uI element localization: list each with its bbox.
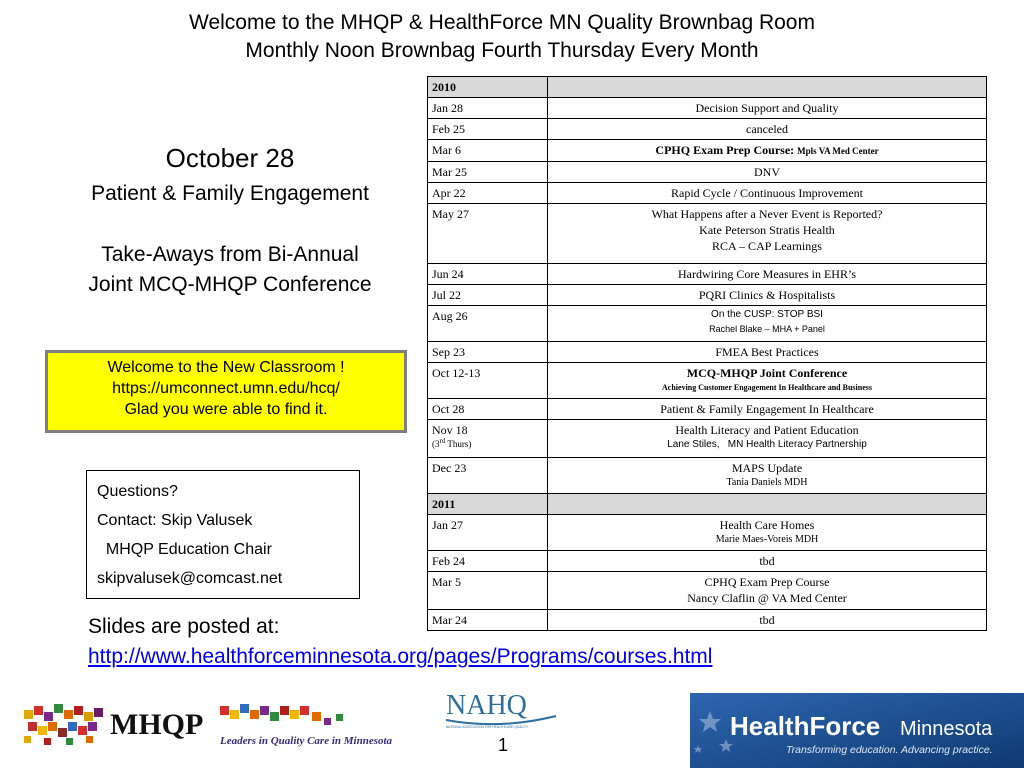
date-cell: Feb 25 (428, 119, 548, 140)
topic-cell: PQRI Clinics & Hospitalists (548, 285, 987, 306)
date-main: Nov 18 (432, 423, 468, 437)
topic-cell (548, 363, 987, 399)
topic-cell (548, 420, 987, 458)
table-row (428, 399, 987, 420)
topic-title: CPHQ Exam Prep Course: (655, 143, 795, 157)
topic-cell (548, 515, 987, 551)
date-cell: Apr 22 (428, 183, 548, 204)
mhqp-quilt-icon (24, 704, 103, 745)
hf-wordmark-rest: Minnesota (900, 718, 993, 740)
year-cell: 2010 (428, 77, 548, 98)
table-row (428, 610, 987, 631)
table-row (428, 98, 987, 119)
table-row (428, 458, 987, 494)
date-cell: Mar 5 (428, 572, 548, 610)
table-row (428, 420, 987, 458)
topic-detail: Tania Daniels MDH (726, 477, 808, 488)
topic-cell: Hardwiring Core Measures in EHR’s (548, 264, 987, 285)
takeaways-line-1: Take-Aways from Bi-Annual (101, 243, 359, 266)
topic-title: Health Literacy and Patient Education (675, 423, 859, 437)
table-row (428, 551, 987, 572)
year-cell: 2011 (428, 494, 548, 515)
topic-cell (548, 572, 987, 610)
nahq-logo (440, 686, 560, 732)
date-cell: Jan 28 (428, 98, 548, 119)
date-cell: May 27 (428, 204, 548, 264)
topic-detail: Mpls VA Med Center (797, 146, 879, 156)
date-cell: Mar 6 (428, 140, 548, 162)
questions-box (86, 470, 360, 599)
topic-title: MCQ-MHQP Joint Conference (686, 366, 848, 380)
hf-tagline: Transforming education. Advancing practice. (786, 744, 993, 756)
date-note-sup: rd (439, 437, 446, 445)
topic-cell: FMEA Best Practices (548, 342, 987, 363)
header-line-1: Welcome to the MHQP & HealthForce MN Quality Brownbag Room (189, 11, 815, 34)
event-topic: Patient & Family Engagement (91, 182, 369, 205)
event-date: October 28 (165, 143, 295, 173)
hf-wordmark-bold: HealthForce (730, 711, 881, 741)
table-row (428, 306, 987, 342)
date-cell: Oct 12-13 (428, 363, 548, 399)
table-row (428, 342, 987, 363)
welcome-line-1: Welcome to the New Classroom ! (107, 359, 345, 376)
table-row (428, 119, 987, 140)
table-row (428, 363, 987, 399)
topic-title: What Happens after a Never Event is Reported? (651, 207, 883, 221)
date-cell: Oct 28 (428, 399, 548, 420)
date-cell: Aug 26 (428, 306, 548, 342)
date-note-end: Thurs) (445, 439, 472, 449)
questions-role: MHQP Education Chair (97, 541, 272, 558)
topic-cell: Rapid Cycle / Continuous Improvement (548, 183, 987, 204)
topic-title: CPHQ Exam Prep Course (704, 575, 830, 589)
topic-cell: tbd (548, 610, 987, 631)
topic-cell (548, 306, 987, 342)
topic-cell: canceled (548, 119, 987, 140)
year-row (428, 77, 987, 98)
date-cell (428, 420, 548, 458)
slide-header (0, 9, 1004, 65)
mhqp-quilt-icon-2 (220, 704, 343, 725)
page-number: 1 (498, 735, 509, 755)
table-row (428, 162, 987, 183)
table-row (428, 515, 987, 551)
topic-cell (548, 140, 987, 162)
table-row (428, 264, 987, 285)
slides-label: Slides are posted at: (88, 615, 280, 638)
topic-cell: Decision Support and Quality (548, 98, 987, 119)
topic-cell: DNV (548, 162, 987, 183)
table-row (428, 140, 987, 162)
date-cell: Jun 24 (428, 264, 548, 285)
questions-email[interactable]: skipvalusek@comcast.net (97, 570, 283, 587)
topic-cell: Patient & Family Engagement In Healthcare (548, 399, 987, 420)
topic-title: MAPS Update (731, 461, 803, 475)
schedule-table (427, 76, 987, 631)
date-cell: Feb 24 (428, 551, 548, 572)
mhqp-tagline: Leaders in Quality Care in Minnesota (220, 735, 393, 747)
topic-line-2: Nancy Claflin @ VA Med Center (687, 591, 847, 605)
date-note (432, 438, 543, 450)
topic-cell (548, 458, 987, 494)
mhqp-logo (22, 700, 402, 752)
topic-line-3: RCA – CAP Learnings (712, 239, 822, 253)
topic-detail: Rachel Blake – MHA + Panel (709, 324, 825, 334)
topic-title: On the CUSP: STOP BSI (711, 309, 823, 320)
date-cell: Jan 27 (428, 515, 548, 551)
date-cell: Mar 24 (428, 610, 548, 631)
header-line-2: Monthly Noon Brownbag Fourth Thursday Every Month (245, 39, 759, 62)
slides-link[interactable]: http://www.healthforceminnesota.org/pages/Programs/courses.html (88, 645, 713, 668)
mhqp-wordmark: MHQP (110, 708, 204, 741)
welcome-line-3: Glad you were able to find it. (124, 401, 328, 418)
topic-line-2: Kate Peterson Stratis Health (699, 223, 835, 237)
date-note-start: (3 (432, 439, 440, 449)
nahq-wordmark: NAHQ (446, 690, 527, 721)
questions-contact: Contact: Skip Valusek (97, 512, 253, 529)
topic-cell (548, 204, 987, 264)
date-cell: Jul 22 (428, 285, 548, 306)
healthforce-logo (690, 693, 1024, 768)
questions-line-1: Questions? (97, 483, 178, 500)
table-row (428, 183, 987, 204)
year-blank-cell (548, 494, 987, 515)
table-row (428, 204, 987, 264)
takeaways-line-2: Joint MCQ-MHQP Conference (88, 273, 372, 296)
year-row (428, 494, 987, 515)
topic-detail: Lane Stiles, MN Health Literacy Partnership (667, 439, 867, 450)
year-blank-cell (548, 77, 987, 98)
welcome-box (45, 350, 407, 433)
healthforce-graphic (690, 693, 1024, 768)
date-cell: Sep 23 (428, 342, 548, 363)
table-row (428, 285, 987, 306)
table-row (428, 572, 987, 610)
date-cell: Mar 25 (428, 162, 548, 183)
topic-cell: tbd (548, 551, 987, 572)
nahq-subtitle: NATIONAL ASSOCIATION FOR HEALTHCARE QUALITY (446, 725, 529, 729)
welcome-url[interactable]: https://umconnect.umn.edu/hcq/ (112, 380, 340, 397)
date-cell: Dec 23 (428, 458, 548, 494)
topic-title: Health Care Homes (719, 518, 815, 532)
topic-detail: Marie Maes-Voreis MDH (715, 534, 819, 545)
topic-detail: Achieving Customer Engagement In Healthcare and Business (662, 383, 872, 392)
